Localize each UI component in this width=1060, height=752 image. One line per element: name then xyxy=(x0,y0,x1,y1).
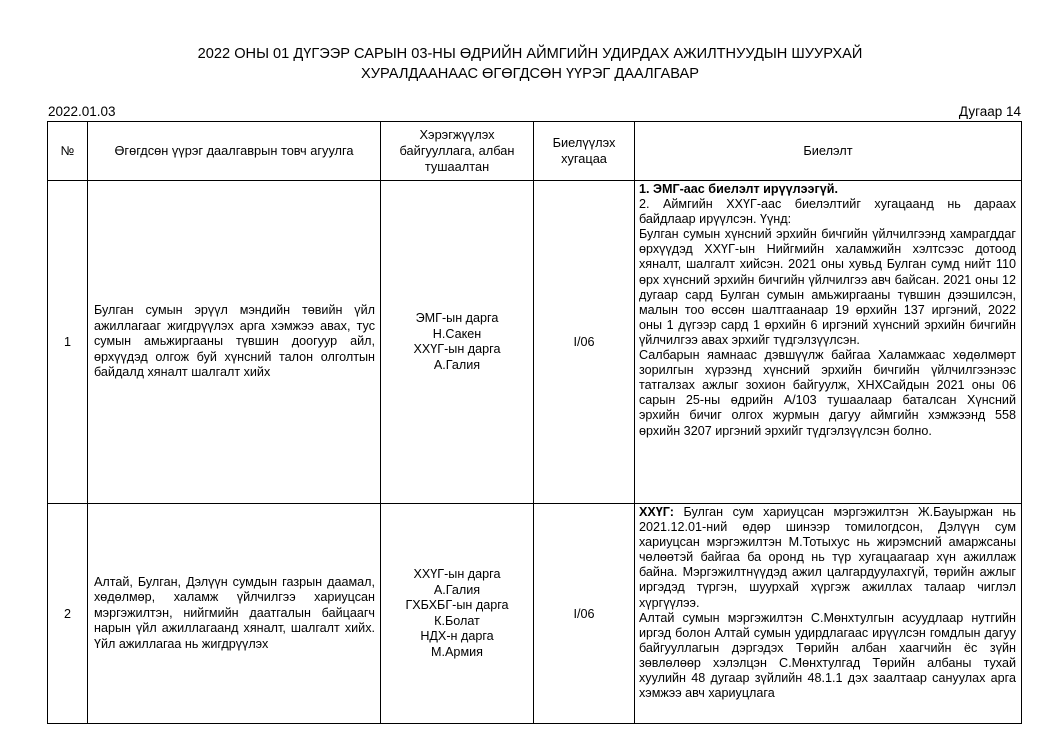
header-responsible: Хэрэгжүүлэх байгууллага, албан тушаалтан xyxy=(381,122,534,181)
execution-paragraph: Алтай сумын мэргэжилтэн С.Мөнхтулгын асуудлаар нутгийн иргэд болон Алтай сумын удирдлагаас ирүүлсэн гомдлын дагуу байгууллагын дэргэдэх Төрийн албан хаагчийн ёс зүйн зөвлөлөөр хэлэлцэн С.Мөнхтулгад Төрийн албаны тухай хуулийн 48 дугаар зүйлийн 48.1.1 дэх заалтаар сануулах арга хэмжээ авч хариуцлага xyxy=(639,610,1016,701)
title-line-1: 2022 ОНЫ 01 ДҮГЭЭР САРЫН 03-НЫ ӨДРИЙН АЙМГИЙН УДИРДАХ АЖИЛТНУУДЫН ШУУРХАЙ xyxy=(197,46,863,62)
task-description: Булган сумын эрүүл мэндийн төвийн үйл ажиллагааг жигдрүүлэх арга хэмжээ авах, тус сумын амьжиргааны түвшин доогуур айл, өрхүүдэд олгож буй хүнсний талон олголтын байдалд хяналт шалгалт хийх xyxy=(88,181,381,504)
responsible-line: НДХ-н дарга xyxy=(420,629,494,643)
assignments-table xyxy=(47,121,1022,724)
table-header-row xyxy=(48,122,1022,181)
title-line-2: ХУРАЛДААНААС ӨГӨГДСӨН ҮҮРЭГ ДААЛГАВАР xyxy=(361,66,699,82)
responsible-line: ХХҮГ-ын дарга xyxy=(413,342,501,356)
responsible-line: Н.Сакен xyxy=(432,326,482,341)
responsible-line: А.Галия xyxy=(433,582,481,597)
execution-report xyxy=(635,181,1022,504)
execution-paragraph: Булган сумын хүнсний эрхийн бичгийн үйлчилгээнд хамрагддаг өрхүүдэд ХХҮГ-ын Нийгмийн халамжийн хэлтсээс дотоод хяналт, шалгалт хийсэн. 2021 оны хувьд Булган сумд нийт 110 өрх хүнсний эрхийн бичгийн үйлчилгээ авч байсан. 2021 оны 12 дугаар сард Булган сумын амьжиргааны түвшин дээшилсэн, малын тоо өссөн шалтгаанаар 19 өрхийн 137 иргэний, 2022 оны 1 дүгээр сард 1 өрхийн 6 иргэний хүнсний эрхийн бичгийн үйлчилгээ авах эрхийг түдгэлзүүлсэн. xyxy=(639,227,1016,347)
document-title xyxy=(0,44,1060,84)
deadline: I/06 xyxy=(534,504,635,724)
execution-report xyxy=(635,504,1022,724)
responsible-line: А.Галия xyxy=(433,357,481,372)
responsible-officials xyxy=(381,504,534,724)
execution-lead: ХХҮГ: xyxy=(639,505,674,519)
execution-paragraph: Салбарын яамнаас дэвшүүлж байгаа Халамжаас хөдөлмөрт зорилгын хүрээнд хүнсний эрхийн бичгийн үйлчилгээнээс татгалзах ажлыг зохион байгуулж, ХНХСайдын 2021 оны 06 сарын 25-ны өдрийн А/103 тушаалаар баталсан Хүнсний эрхийн бичиг олгох журмын дагуу аймгийн хэмжээнд 558 өрхийн 3207 иргэний эрхийг түдгэлзүүлсэн болно. xyxy=(639,348,1016,438)
execution-paragraph: 1. ЭМГ-аас биелэлт ирүүлээгүй. xyxy=(639,182,838,196)
document-number: Дугаар 14 xyxy=(958,104,1021,119)
responsible-line: ГХБХБГ-ын дарга xyxy=(405,598,509,612)
responsible-line: К.Болат xyxy=(434,613,480,628)
document-date: 2022.01.03 xyxy=(48,104,116,119)
row-number: 2 xyxy=(48,504,88,724)
responsible-officials xyxy=(381,181,534,504)
deadline: I/06 xyxy=(534,181,635,504)
table-row xyxy=(48,504,1022,724)
header-no: № xyxy=(48,122,88,181)
task-description: Алтай, Булган, Дэлүүн сумдын газрын даамал, хөдөлмөр, халамж үйлчилгээ хариуцсан мэргэжилтэн, нийгмийн даатгалын байцаагч нарын үйл ажиллагаанд хяналт, шалгалт хийх. Үйл ажиллагаа нь жигдрүүлэх xyxy=(88,504,381,724)
row-number: 1 xyxy=(48,181,88,504)
responsible-line: ХХҮГ-ын дарга xyxy=(413,567,501,581)
responsible-line: М.Армия xyxy=(431,644,483,659)
execution-paragraph: 2. Аймгийн ХХҮГ-аас биелэлтийг хугацаанд нь дараах байдлаар ирүүлсэн. Үүнд: xyxy=(639,197,1016,227)
execution-paragraph: ХХҮГ: Булган сум хариуцсан мэргэжилтэн Ж.Бауыржан нь 2021.12.01-ний өдөр шинээр томилогдсон, Дэлүүн сум хариуцсан мэргэжилтэн М.Тотыхус нь жирэмсний амаржсаны чөлөөтэй байгаа ба оронд нь түр хугацаагаар хүн ажиллаж байна. Мэргэжилтнүүдэд ажил цалгардуулахгүй, төрийн ажлыг иргэдэд түргэн, шуурхай хүргэж ажиллах талаар чиглэл хүргүүлээ. xyxy=(639,505,1016,610)
table-row xyxy=(48,181,1022,504)
header-execution: Биелэлт xyxy=(635,122,1022,181)
responsible-line: ЭМГ-ын дарга xyxy=(415,311,499,325)
header-task: Өгөгдсөн үүрэг даалгаврын товч агуулга xyxy=(88,122,381,181)
header-deadline: Биелүүлэх хугацаа xyxy=(534,122,635,181)
